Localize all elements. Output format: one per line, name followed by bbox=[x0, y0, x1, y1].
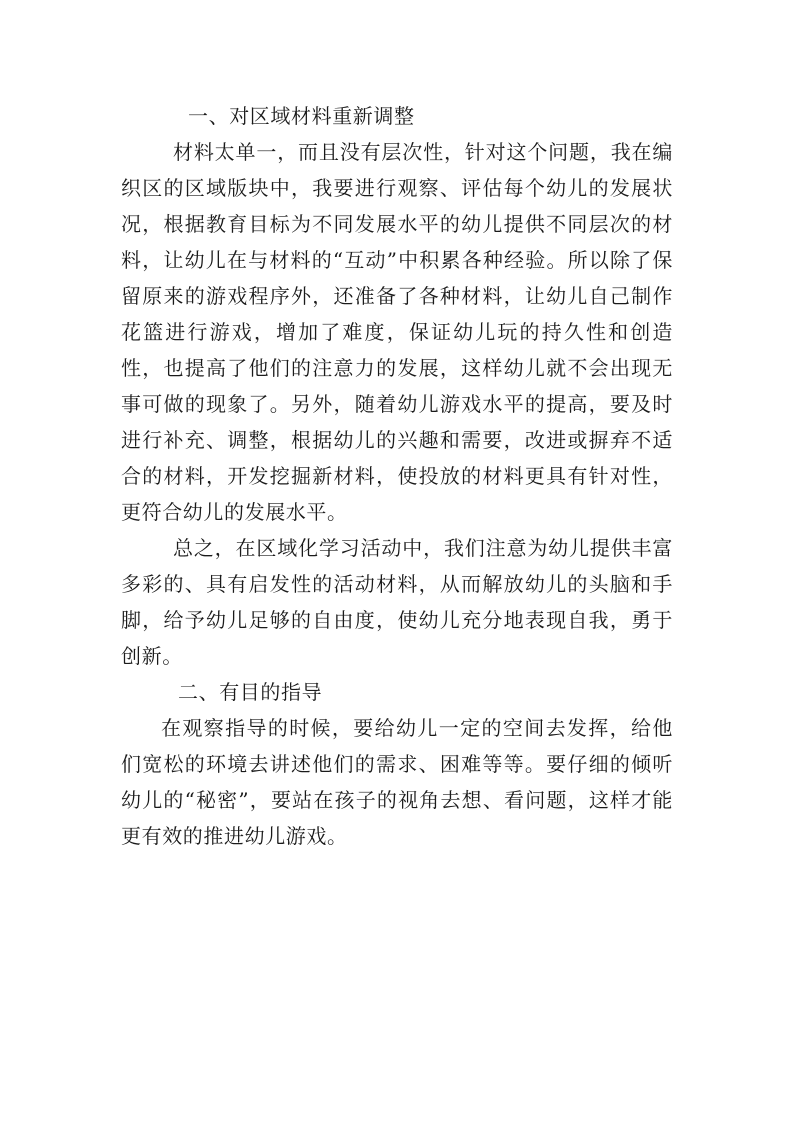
paragraph-materials: 材料太单一，而且没有层次性，针对这个问题，我在编织区的区域版块中，我要进行观察、评估每个幼儿的发展状况，根据教育目标为不同发展水平的幼儿提供不同层次的材料，让幼儿在与材料的“互动”中积累各种经验。所以除了保留原来的游戏程序外，还准备了各种材料，让幼儿自己制作花篮进行游戏，增加了难度，保证幼儿玩的持久性和创造性，也提高了他们的注意力的发展，这样幼儿就不会出现无事可做的现象了。另外，随着幼儿游戏水平的提高，要及时进行补充、调整，根据幼儿的兴趣和需要，改进或摒弃不适合的材料，开发挖掘新材料，使投放的材料更具有针对性，更符合幼儿的发展水平。 bbox=[121, 140, 673, 524]
section-heading-2: 二、有目的指导 bbox=[178, 680, 323, 704]
section-heading-1: 一、对区域材料重新调整 bbox=[188, 104, 415, 128]
paragraph-summary: 总之，在区域化学习活动中，我们注意为幼儿提供丰富多彩的、具有启发性的活动材料，从而解放幼儿的头脑和手脚，给予幼儿足够的自由度，使幼儿充分地表现自我，勇于创新。 bbox=[121, 536, 673, 668]
paragraph-guidance: 在观察指导的时候，要给幼儿一定的空间去发挥，给他们宽松的环境去讲述他们的需求、困难等等。要仔细的倾听幼儿的“秘密”，要站在孩子的视角去想、看问题，这样才能更有效的推进幼儿游戏。 bbox=[121, 716, 673, 848]
document-body bbox=[121, 98, 673, 854]
